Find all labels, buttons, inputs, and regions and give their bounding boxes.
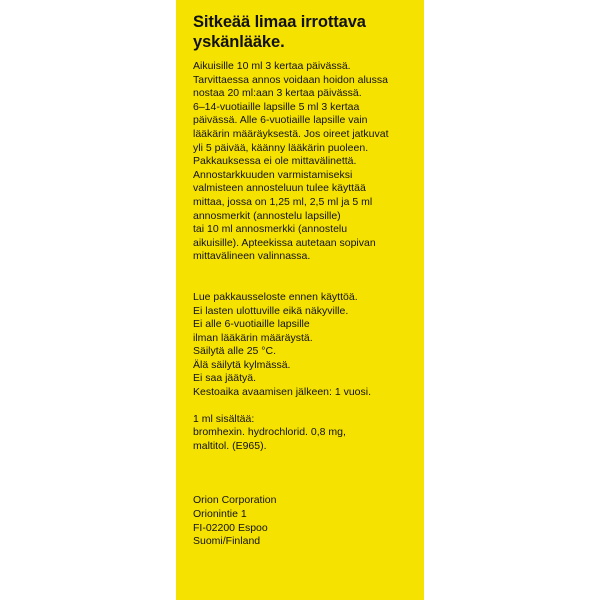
warnings-section (193, 291, 414, 400)
warning-line: Ei alle 6-vuotiaille lapsille (193, 318, 310, 331)
warning-line: Säilytä alle 25 °C. (193, 345, 276, 358)
warning-line: Ei lasten ulottuville eikä näkyville. (193, 304, 349, 317)
dosage-line: Pakkauksessa ei ole mittavälinettä. (193, 155, 357, 168)
manufacturer-line: Suomi/Finland (193, 535, 261, 548)
warning-line: Lue pakkausseloste ennen käyttöä. (193, 290, 358, 303)
manufacturer-line: Orion Corporation (193, 494, 277, 507)
composition-section (193, 413, 414, 454)
warning-line: Älä säilytä kylmässä. (193, 358, 291, 371)
dosage-line: 6–14-vuotiaille lapsille 5 ml 3 kertaa (193, 100, 360, 113)
dosage-line: mittavälineen valinnassa. (193, 250, 311, 263)
warning-line: Ei saa jäätyä. (193, 372, 257, 385)
dosage-line: tai 10 ml annosmerkki (annostelu (193, 223, 348, 236)
composition-line: bromhexin. hydrochlorid. 0,8 mg, (193, 426, 346, 439)
manufacturer-address (193, 494, 414, 548)
warning-line: ilman lääkärin määräystä. (193, 331, 313, 344)
dosage-line: päivässä. Alle 6-vuotiaille lapsille vain (193, 114, 368, 127)
dosage-line: aikuisille). Apteekissa autetaan sopivan (193, 236, 376, 249)
dosage-line: Annostarkkuuden varmistamiseksi (193, 168, 353, 181)
dosage-line: nostaa 20 ml:aan 3 kertaa päivässä. (193, 87, 362, 100)
dosage-line: Tarvittaessa annos voidaan hoidon alussa (193, 73, 388, 86)
dosage-instructions (193, 60, 414, 264)
product-title-line: yskänlääke. (193, 33, 285, 51)
dosage-line: annosmerkit (annostelu lapsille) (193, 209, 341, 222)
warning-line: Kestoaika avaamisen jälkeen: 1 vuosi. (193, 386, 372, 399)
product-title (193, 12, 414, 52)
composition-line: 1 ml sisältää: (193, 412, 255, 425)
dosage-line: mittaa, jossa on 1,25 ml, 2,5 ml ja 5 ml (193, 195, 373, 208)
medicine-label-panel (176, 0, 424, 600)
dosage-line: lääkärin määräyksestä. Jos oireet jatkuvat (193, 127, 389, 140)
composition-line: maltitol. (E965). (193, 439, 267, 452)
dosage-line: yli 5 päivää, käänny lääkärin puoleen. (193, 141, 369, 154)
dosage-line: valmisteen annosteluun tulee käyttää (193, 182, 366, 195)
dosage-line: Aikuisille 10 ml 3 kertaa päivässä. (193, 60, 351, 72)
manufacturer-line: FI-02200 Espoo (193, 521, 268, 534)
manufacturer-line: Orionintie 1 (193, 508, 247, 521)
product-title-line: Sitkeää limaa irrottava (193, 13, 366, 31)
